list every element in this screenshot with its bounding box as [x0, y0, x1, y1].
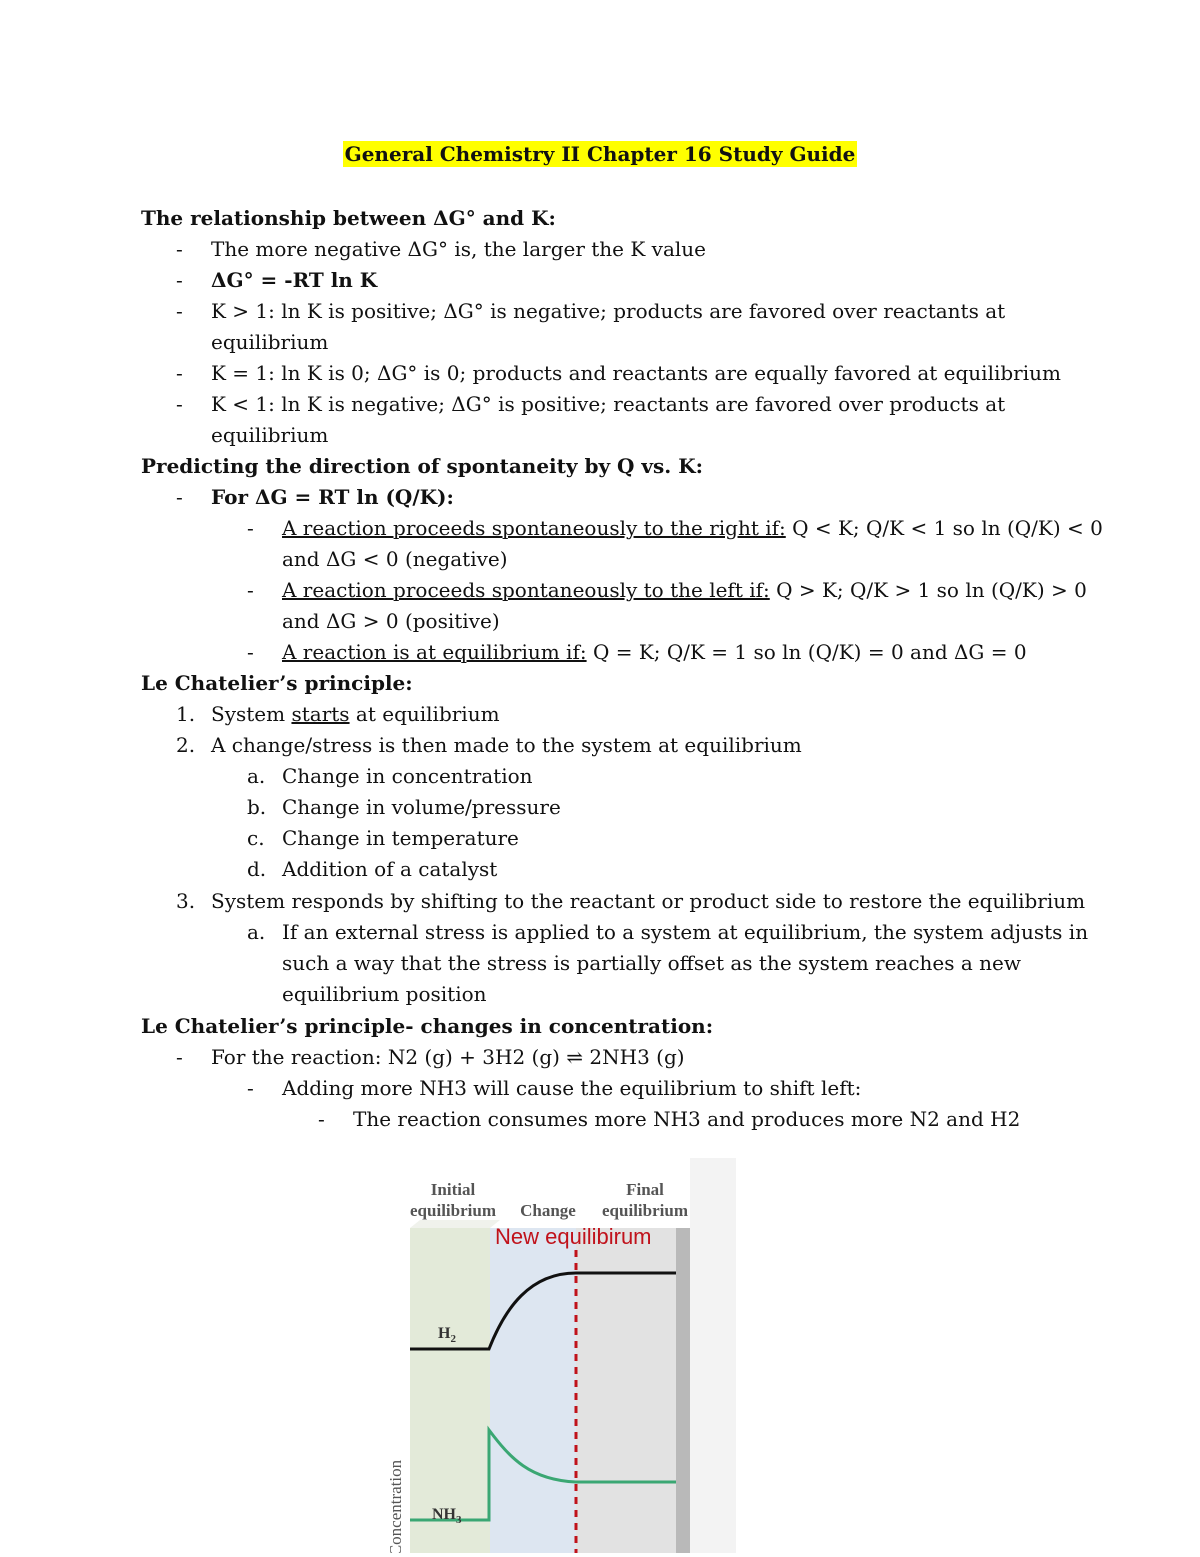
list-item: The more negative ΔG° is, the larger the K value — [211, 237, 706, 261]
bullet-dash: - — [247, 516, 254, 540]
concentration-figure — [380, 1158, 736, 1553]
label-h2: $H_2$ — [438, 1325, 456, 1345]
figure-margin — [690, 1158, 736, 1553]
bullet-dash: - — [247, 578, 254, 602]
list-number: 2. — [176, 733, 196, 757]
sub-list-item: Addition of a catalyst — [282, 857, 498, 881]
label-new-equilibrium: New equilibirum — [495, 1224, 652, 1249]
list-item-continuation: equilibrium — [211, 330, 329, 354]
list-number: 1. — [176, 702, 196, 726]
sub-list-marker: a. — [247, 920, 266, 944]
bullet-dash: - — [318, 1107, 325, 1131]
sub-list-item: If an external stress is applied to a system at equilibrium, the system adjusts in — [282, 920, 1089, 944]
initial-panel-top — [410, 1220, 500, 1228]
list-item: K < 1: ln K is negative; ΔG° is positive; reactants are favored over products at — [211, 392, 1006, 416]
list-item: System starts at equilibrium — [211, 702, 500, 726]
sub-list-marker: d. — [247, 857, 267, 881]
label-nh3: $NH_3$ — [432, 1506, 462, 1526]
bullet-dash: - — [176, 392, 183, 416]
initial-panel — [410, 1228, 490, 1553]
sub-list-item-continuation: such a way that the stress is partially offset as the system reaches a new — [282, 951, 1022, 975]
list-item: K > 1: ln K is positive; ΔG° is negative; products are favored over reactants at — [211, 299, 1006, 323]
label-final: Final — [626, 1180, 664, 1199]
bullet-dash: - — [247, 640, 254, 664]
page-title: General Chemistry II Chapter 16 Study Guide — [344, 142, 856, 166]
adding-nh3-line: Adding more NH3 will cause the equilibrium to shift left: — [282, 1076, 862, 1100]
concentration-diagram — [380, 1158, 736, 1553]
label-final-equilibrium: equilibrium — [602, 1201, 688, 1220]
sub-list-item-continuation: equilibrium position — [282, 982, 487, 1006]
sub-list-item: Change in volume/pressure — [282, 795, 561, 819]
bullet-dash: - — [176, 299, 183, 323]
for-dg-line: For ΔG = RT ln (Q/K): — [211, 485, 454, 509]
section-heading-concentration: Le Chatelier’s principle- changes in concentration: — [141, 1014, 714, 1038]
sub-list-item: Change in concentration — [282, 764, 533, 788]
list-item-continuation: equilibrium — [211, 423, 329, 447]
rule-left-continuation: and ΔG > 0 (positive) — [282, 609, 500, 633]
bullet-dash: - — [176, 1045, 183, 1069]
rule-equilibrium: A reaction is at equilibrium if: Q = K; Q/K = 1 so ln (Q/K) = 0 and ΔG = 0 — [282, 640, 1027, 664]
consumes-line: The reaction consumes more NH3 and produces more N2 and H2 — [353, 1107, 1021, 1131]
bullet-dash: - — [176, 361, 183, 385]
section-heading-le-chatelier: Le Chatelier’s principle: — [141, 671, 413, 695]
bullet-dash: - — [176, 485, 183, 509]
list-item: K = 1: ln K is 0; ΔG° is 0; products and reactants are equally favored at equilibrium — [211, 361, 1061, 385]
bullet-dash: - — [176, 237, 183, 261]
bullet-dash: - — [176, 268, 183, 292]
sub-list-marker: b. — [247, 795, 267, 819]
reaction-equation: N2 (g) + 3H2 (g) ⇌ 2NH3 (g) — [387, 1045, 685, 1069]
section-heading-dg-k: The relationship between ΔG° and K: — [141, 206, 556, 230]
sub-list-marker: a. — [247, 764, 266, 788]
sub-list-marker: c. — [247, 826, 265, 850]
change-panel — [490, 1228, 576, 1553]
sub-list-item: Change in temperature — [282, 826, 519, 850]
rule-right-continuation: and ΔG < 0 (negative) — [282, 547, 508, 571]
list-item: ΔG° = -RT ln K — [211, 268, 378, 292]
y-axis-label: Concentration — [386, 1459, 405, 1553]
list-number: 3. — [176, 889, 196, 913]
list-item: System responds by shifting to the reactant or product side to restore the equilibrium — [211, 889, 1086, 913]
section-heading-q-vs-k: Predicting the direction of spontaneity by Q vs. K: — [141, 454, 703, 478]
panel-edge — [676, 1228, 690, 1553]
final-panel — [576, 1228, 676, 1553]
rule-left: A reaction proceeds spontaneously to the left if: Q > K; Q/K > 1 so ln (Q/K) > 0 — [282, 578, 1087, 602]
label-change: Change — [520, 1201, 576, 1220]
list-item: A change/stress is then made to the system at equilibrium — [211, 733, 802, 757]
rule-right: A reaction proceeds spontaneously to the right if: Q < K; Q/K < 1 so ln (Q/K) < 0 — [282, 516, 1103, 540]
bullet-dash: - — [247, 1076, 254, 1100]
label-initial-equilibrium: equilibrium — [410, 1201, 496, 1220]
label-initial: Initial — [430, 1180, 476, 1199]
reaction-line: For the reaction: N2 (g) + 3H2 (g) ⇌ 2NH3 (g) — [211, 1045, 685, 1069]
